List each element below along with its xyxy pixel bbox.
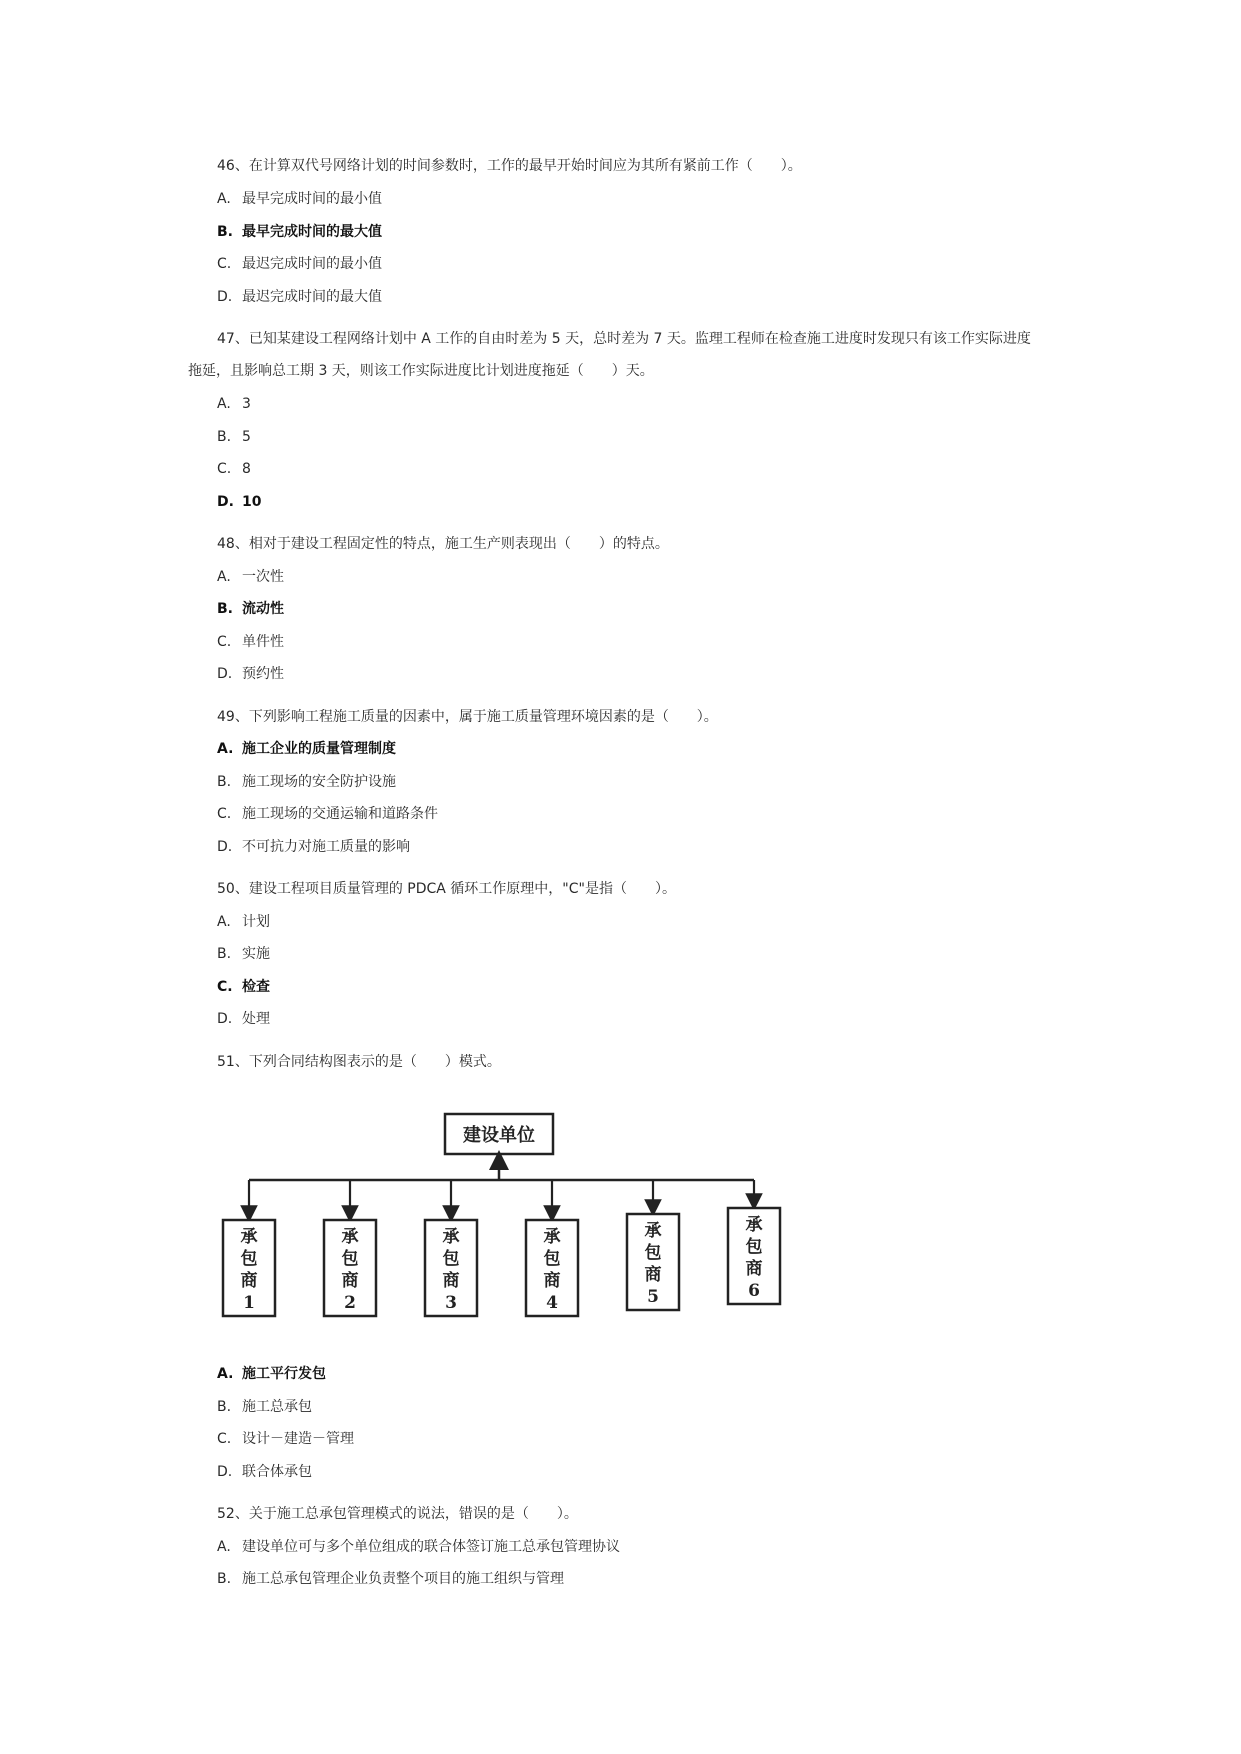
question-51-option-a [217,1365,326,1383]
question-51-option-d [217,1463,312,1481]
option-text: 一次性 [242,569,284,585]
diagram-svg [215,1108,805,1340]
option-text: 处理 [242,1011,270,1027]
owner-label: 建设单位 [463,1125,535,1146]
option-text: 预约性 [242,666,284,682]
question-50-option-b [217,945,270,963]
question-50-option-d [217,1010,270,1028]
option-letter: C. [217,256,232,272]
option-text: 最迟完成时间的最大值 [242,289,382,305]
contractor-4-char: 承 [543,1227,561,1247]
option-letter: A. [217,914,231,930]
option-letter: C. [217,461,232,477]
question-50-option-c [217,978,270,996]
option-letter: B. [217,1571,232,1587]
question-49-option-b [217,773,396,791]
option-letter: C. [217,979,233,995]
question-51-option-c [217,1430,354,1448]
option-text: 实施 [242,946,270,962]
option-text: 最早完成时间的最小值 [242,191,382,207]
contractor-4-char: 商 [543,1271,561,1291]
option-letter: D. [217,1464,233,1480]
question-46-option-a [217,190,382,208]
question-48-option-c [217,633,284,651]
option-text: 施工现场的交通运输和道路条件 [242,806,438,822]
question-46-stem: 46、在计算双代号网络计划的时间参数时，工作的最早开始时间应为其所有紧前工作（ ）。 [217,158,802,174]
option-letter: A. [217,1539,231,1555]
contractor-5-char: 包 [644,1243,662,1263]
option-letter: D. [217,839,233,855]
option-letter: A. [217,569,231,585]
contractor-6-char: 包 [745,1237,763,1257]
question-51-option-b [217,1398,312,1416]
question-47-option-d [217,493,261,511]
option-letter: C. [217,1431,232,1447]
contractor-5-char: 承 [644,1221,662,1241]
option-letter: D. [217,494,234,510]
option-letter: B. [217,774,232,790]
option-letter: A. [217,1366,234,1382]
contractor-3-char: 包 [442,1249,460,1269]
option-text: 不可抗力对施工质量的影响 [242,839,410,855]
contractor-4-char: 包 [543,1249,561,1269]
option-letter: B. [217,224,233,240]
option-text: 施工总承包 [242,1399,312,1415]
option-text: 10 [242,494,262,510]
question-47-stem: 47、已知某建设工程网络计划中 A 工作的自由时差为 5 天，总时差为 7 天。监理工程师在检查施工进度时发现只有该工作实际进度 [217,331,1031,347]
question-52-option-b [217,1570,564,1588]
option-letter: A. [217,741,234,757]
option-letter: B. [217,429,232,445]
question-47-option-c [217,460,251,478]
question-48-stem: 48、相对于建设工程固定性的特点，施工生产则表现出（ ）的特点。 [217,536,669,552]
option-text: 最早完成时间的最大值 [242,224,382,240]
contractor-6-char: 承 [745,1215,763,1235]
option-letter: B. [217,946,232,962]
question-46-option-b [217,223,382,241]
option-text: 8 [242,461,251,477]
question-49-option-d [217,838,410,856]
option-letter: D. [217,289,233,305]
contractor-4-char: 4 [546,1293,558,1313]
option-text: 检查 [242,979,270,995]
option-text: 施工企业的质量管理制度 [242,741,396,757]
question-50-option-a [217,913,270,931]
contract-structure-diagram [215,1108,805,1340]
option-text: 施工现场的安全防护设施 [242,774,396,790]
question-48-option-d [217,665,284,683]
question-49-option-a [217,740,396,758]
option-letter: C. [217,806,232,822]
question-49-stem: 49、下列影响工程施工质量的因素中，属于施工质量管理环境因素的是（ ）。 [217,709,718,725]
option-text: 施工总承包管理企业负责整个项目的施工组织与管理 [242,1571,564,1587]
option-text: 施工平行发包 [242,1366,326,1382]
option-letter: C. [217,634,232,650]
contractor-6-char: 商 [745,1259,763,1279]
option-text: 联合体承包 [242,1464,312,1480]
option-letter: A. [217,191,231,207]
question-47-option-a [217,395,251,413]
question-48-option-b [217,600,284,618]
option-text: 设计－建造－管理 [242,1431,354,1447]
contractor-5-char: 商 [644,1265,662,1285]
contractor-1-char: 1 [243,1293,255,1313]
question-47-stem-continued: 拖延，且影响总工期 3 天，则该工作实际进度比计划进度拖延（ ）天。 [188,363,654,379]
question-46-option-c [217,255,382,273]
option-letter: B. [217,601,233,617]
option-text: 最迟完成时间的最小值 [242,256,382,272]
option-text: 单件性 [242,634,284,650]
contractor-2-char: 承 [341,1227,359,1247]
contractor-1-char: 商 [240,1271,258,1291]
option-text: 3 [242,396,251,412]
option-letter: D. [217,1011,233,1027]
option-letter: A. [217,396,231,412]
diagram-layer [223,1114,780,1316]
question-47-option-b [217,428,251,446]
option-letter: D. [217,666,233,682]
contractor-6-char: 6 [748,1281,760,1301]
option-text: 流动性 [242,601,284,617]
contractor-3-char: 3 [445,1293,457,1313]
question-51-stem: 51、下列合同结构图表示的是（ ）模式。 [217,1054,501,1070]
contractor-2-char: 2 [344,1293,356,1313]
contractor-3-char: 承 [442,1227,460,1247]
option-letter: B. [217,1399,232,1415]
contractor-3-char: 商 [442,1271,460,1291]
contractor-1-char: 包 [240,1249,258,1269]
question-52-stem: 52、关于施工总承包管理模式的说法，错误的是（ ）。 [217,1506,578,1522]
question-48-option-a [217,568,284,586]
contractor-2-char: 包 [341,1249,359,1269]
contractor-2-char: 商 [341,1271,359,1291]
contractor-1-char: 承 [240,1227,258,1247]
question-50-stem: 50、建设工程项目质量管理的 PDCA 循环工作原理中，"C"是指（ ）。 [217,881,676,897]
contractor-5-char: 5 [647,1287,659,1307]
option-text: 计划 [242,914,270,930]
question-46-option-d [217,288,382,306]
question-52-option-a [217,1538,620,1556]
option-text: 建设单位可与多个单位组成的联合体签订施工总承包管理协议 [242,1539,620,1555]
question-49-option-c [217,805,438,823]
option-text: 5 [242,429,251,445]
